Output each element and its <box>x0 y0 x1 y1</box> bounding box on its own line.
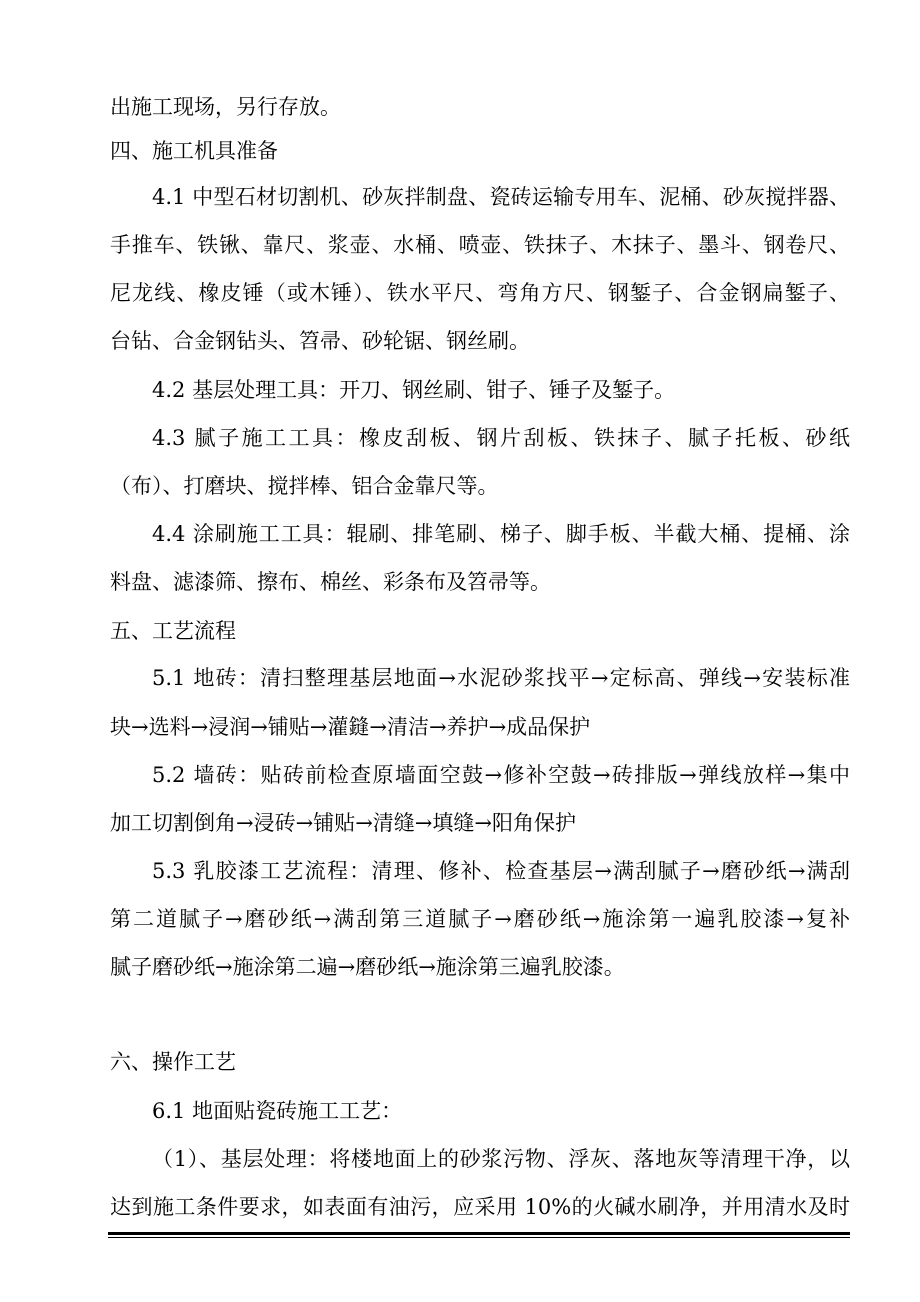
text-line: 第二道腻子→磨砂纸→满刮第三道腻子→磨砂纸→施涂第一遍乳胶漆→复补 <box>110 907 850 931</box>
text-line: （1）、基层处理：将楼地面上的砂浆污物、浮灰、落地灰等清理干净，以 <box>152 1147 850 1171</box>
section-heading-6: 六、操作工艺 <box>110 1050 236 1074</box>
text-line: 达到施工条件要求，如表面有油污，应采用 10%的火碱水刷净，并用清水及时 <box>110 1195 850 1219</box>
text-line: 4.4 涂刷施工工具：辊刷、排笔刷、梯子、脚手板、半截大桶、提桶、涂 <box>152 522 850 546</box>
text-line: 5.3 乳胶漆工艺流程：清理、修补、检查基层→满刮腻子→磨砂纸→满刮 <box>152 859 850 883</box>
section-heading-5: 五、工艺流程 <box>110 619 236 643</box>
footer-rule-thick <box>108 1232 850 1235</box>
text-line: 4.3 腻子施工工具：橡皮刮板、钢片刮板、铁抹子、腻子托板、砂纸 <box>152 426 850 450</box>
text-line: 加工切割倒角→浸砖→铺贴→清缝→填缝→阳角保护 <box>110 811 576 835</box>
text-line-continuation: 出施工现场，另行存放。 <box>110 95 341 119</box>
text-line: 腻子磨砂纸→施涂第二遍→磨砂纸→施涂第三遍乳胶漆。 <box>110 955 625 979</box>
footer-rule-thin <box>108 1237 850 1238</box>
text-line: 4.1 中型石材切割机、砂灰拌制盘、瓷砖运输专用车、泥桶、砂灰搅拌器、 <box>152 185 850 209</box>
text-line: 6.1 地面贴瓷砖施工工艺： <box>152 1099 403 1123</box>
text-line: 5.2 墙砖：贴砖前检查原墙面空鼓→修补空鼓→砖排版→弹线放样→集中 <box>152 763 850 787</box>
text-line: 手推车、铁锹、靠尺、浆壶、水桶、喷壶、铁抹子、木抹子、墨斗、钢卷尺、 <box>110 233 850 257</box>
text-line: 4.2 基层处理工具：开刀、钢丝刷、钳子、锤子及錾子。 <box>152 378 676 402</box>
text-line: 块→选料→浸润→铺贴→灌鏠→清洁→养护→成品保护 <box>110 715 591 739</box>
text-line: 5.1 地砖：清扫整理基层地面→水泥砂浆找平→定标高、弹线→安装标准 <box>152 666 850 690</box>
text-line: 台钻、合金钢钻头、笤帚、砂轮锯、钢丝刷。 <box>110 329 530 353</box>
text-line: 尼龙线、橡皮锤（或木锤）、铁水平尺、弯角方尺、钢錾子、合金钢扁錾子、 <box>110 281 850 305</box>
section-heading-4: 四、施工机具准备 <box>110 139 278 163</box>
text-line: 料盘、滤漆筛、擦布、棉丝、彩条布及笤帚等。 <box>110 570 551 594</box>
text-line: （布）、打磨块、搅拌棒、铝合金靠尺等。 <box>110 474 499 498</box>
